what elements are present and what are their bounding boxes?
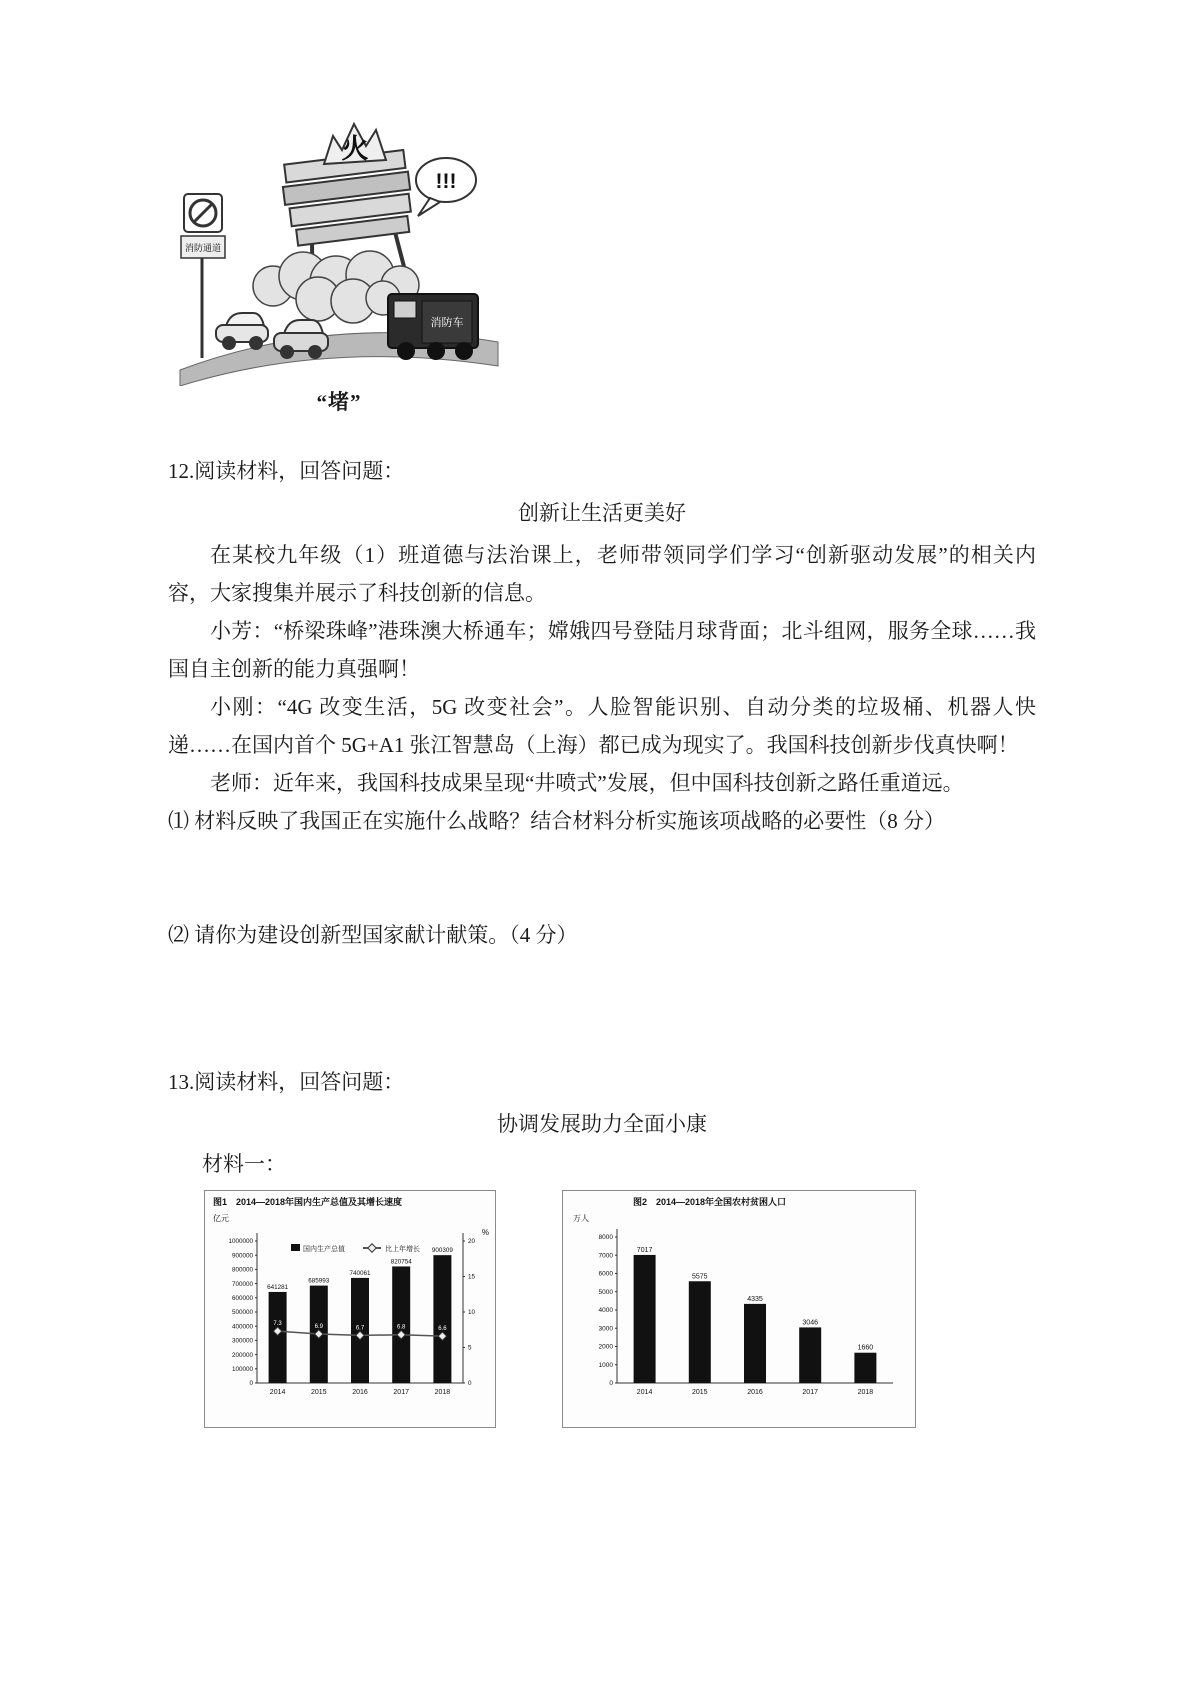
svg-text:2016: 2016: [352, 1389, 368, 1396]
question-13-title: 协调发展助力全面小康: [497, 1112, 707, 1136]
chart-gdp-growth: [204, 1190, 496, 1428]
svg-text:800000: 800000: [231, 1266, 253, 1274]
svg-text:比上年增长: 比上年增长: [385, 1246, 420, 1253]
svg-text:图1 2014—2018年国内生产总值及其增长速度: 图1 2014—2018年国内生产总值及其增长速度: [213, 1197, 403, 1207]
chart-gdp-growth-svg: [205, 1191, 495, 1427]
material-one-label: 材料一：: [202, 1152, 286, 1176]
q12-subquestion-1: ⑴ 材料反映了我国正在实施什么战略？结合材料分析实施该项战略的必要性（8 分）: [168, 809, 945, 833]
svg-text:20: 20: [468, 1238, 476, 1246]
svg-text:2000: 2000: [598, 1343, 613, 1351]
q12-paragraph-xiaofang: 小芳：“桥梁珠峰”港珠澳大桥通车；嫦娥四号登陆月球背面；北斗组网，服务全球……我国自主创新的能力真强啊！: [168, 619, 1036, 681]
q12-subquestion-2: ⑵ 请你为建设创新型国家献计献策。（4 分）: [168, 923, 578, 947]
svg-text:2017: 2017: [802, 1389, 818, 1396]
svg-text:685993: 685993: [308, 1277, 330, 1285]
fire-truck: [388, 294, 478, 360]
svg-text:740061: 740061: [349, 1269, 371, 1277]
svg-text:1000000: 1000000: [228, 1238, 253, 1246]
svg-text:万人: 万人: [573, 1214, 589, 1223]
svg-text:6000: 6000: [598, 1270, 613, 1278]
chart-rural-poverty: [562, 1190, 916, 1428]
cartoon-svg: [178, 118, 500, 386]
cartoon-caption: “堵”: [316, 390, 362, 414]
svg-text:2015: 2015: [692, 1389, 708, 1396]
svg-text:8000: 8000: [598, 1234, 613, 1242]
svg-text:国内生产总值: 国内生产总值: [303, 1246, 345, 1253]
car-1: [216, 313, 268, 350]
svg-text:5575: 5575: [692, 1273, 708, 1281]
svg-text:0: 0: [609, 1380, 613, 1388]
question-12-title: 创新让生活更美好: [518, 501, 686, 525]
svg-text:400000: 400000: [231, 1323, 253, 1331]
svg-text:4335: 4335: [747, 1295, 763, 1303]
svg-text:820754: 820754: [390, 1258, 412, 1266]
svg-text:300000: 300000: [231, 1337, 253, 1345]
svg-text:10: 10: [468, 1309, 476, 1317]
svg-text:600000: 600000: [231, 1295, 253, 1302]
svg-text:0: 0: [468, 1380, 472, 1388]
svg-text:7000: 7000: [598, 1252, 613, 1260]
q12-paragraph-teacher: 老师：近年来，我国科技成果呈现“井喷式”发展，但中国科技创新之路任重道远。: [210, 771, 964, 795]
svg-text:亿元: 亿元: [213, 1214, 229, 1223]
svg-text:2015: 2015: [311, 1389, 327, 1396]
exclaim-text: !!!: [435, 170, 457, 193]
fire-character: 火: [341, 134, 369, 164]
q12-paragraph-xiaogang: 小刚：“4G 改变生活，5G 改变社会”。人脸智能识别、自动分类的垃圾桶、机器人快递……在国内首个 5G+A1 张江智慧岛（上海）都已成为现实了。我国科技创新步伐真快啊！: [168, 695, 1036, 757]
svg-text:2017: 2017: [393, 1389, 409, 1396]
truck-label: 消防车: [430, 317, 464, 329]
svg-text:1660: 1660: [857, 1344, 874, 1352]
svg-text:500000: 500000: [231, 1309, 253, 1317]
exclamation-bubble: [416, 158, 476, 216]
svg-text:5: 5: [468, 1344, 472, 1352]
svg-text:100000: 100000: [231, 1366, 253, 1373]
question-12-body: [168, 536, 1036, 802]
svg-text:1000: 1000: [598, 1361, 613, 1369]
question-13-header: 13.阅读材料，回答问题：: [168, 1070, 405, 1094]
svg-text:6.7: 6.7: [355, 1325, 365, 1332]
svg-text:900309: 900309: [431, 1247, 453, 1255]
svg-text:3000: 3000: [598, 1325, 613, 1333]
svg-text:6.9: 6.9: [314, 1324, 323, 1331]
svg-text:641281: 641281: [267, 1283, 289, 1291]
svg-text:图2 2014—2018年全国农村贫困人口: 图2 2014—2018年全国农村贫困人口: [633, 1197, 787, 1207]
cartoon-illustration: [178, 118, 500, 386]
svg-text:15: 15: [468, 1273, 476, 1281]
svg-text:7017: 7017: [636, 1246, 653, 1254]
svg-text:7.3: 7.3: [273, 1321, 282, 1328]
question-12-header: 12.阅读材料，回答问题：: [168, 459, 405, 483]
svg-text:6.6: 6.6: [438, 1326, 447, 1333]
fire-icon: [324, 124, 386, 164]
svg-text:5000: 5000: [598, 1288, 613, 1296]
svg-text:700000: 700000: [231, 1280, 253, 1288]
svg-text:0: 0: [249, 1380, 253, 1388]
svg-text:2016: 2016: [747, 1389, 763, 1396]
svg-text:900000: 900000: [231, 1252, 253, 1260]
chart-rural-poverty-svg: [563, 1191, 915, 1427]
svg-text:6.8: 6.8: [397, 1324, 406, 1331]
sign-label: 消防通道: [184, 243, 222, 253]
svg-text:%: %: [481, 1228, 489, 1237]
svg-text:2018: 2018: [434, 1389, 451, 1396]
svg-text:2018: 2018: [857, 1389, 874, 1396]
svg-text:3046: 3046: [802, 1319, 818, 1327]
q12-paragraph-intro: 在某校九年级（1）班道德与法治课上，老师带领同学们学习“创新驱动发展”的相关内容，大家搜集并展示了科技创新的信息。: [168, 543, 1036, 605]
svg-text:4000: 4000: [598, 1307, 613, 1315]
svg-text:2014: 2014: [269, 1389, 286, 1396]
svg-text:2014: 2014: [636, 1389, 653, 1396]
svg-text:200000: 200000: [231, 1351, 253, 1359]
